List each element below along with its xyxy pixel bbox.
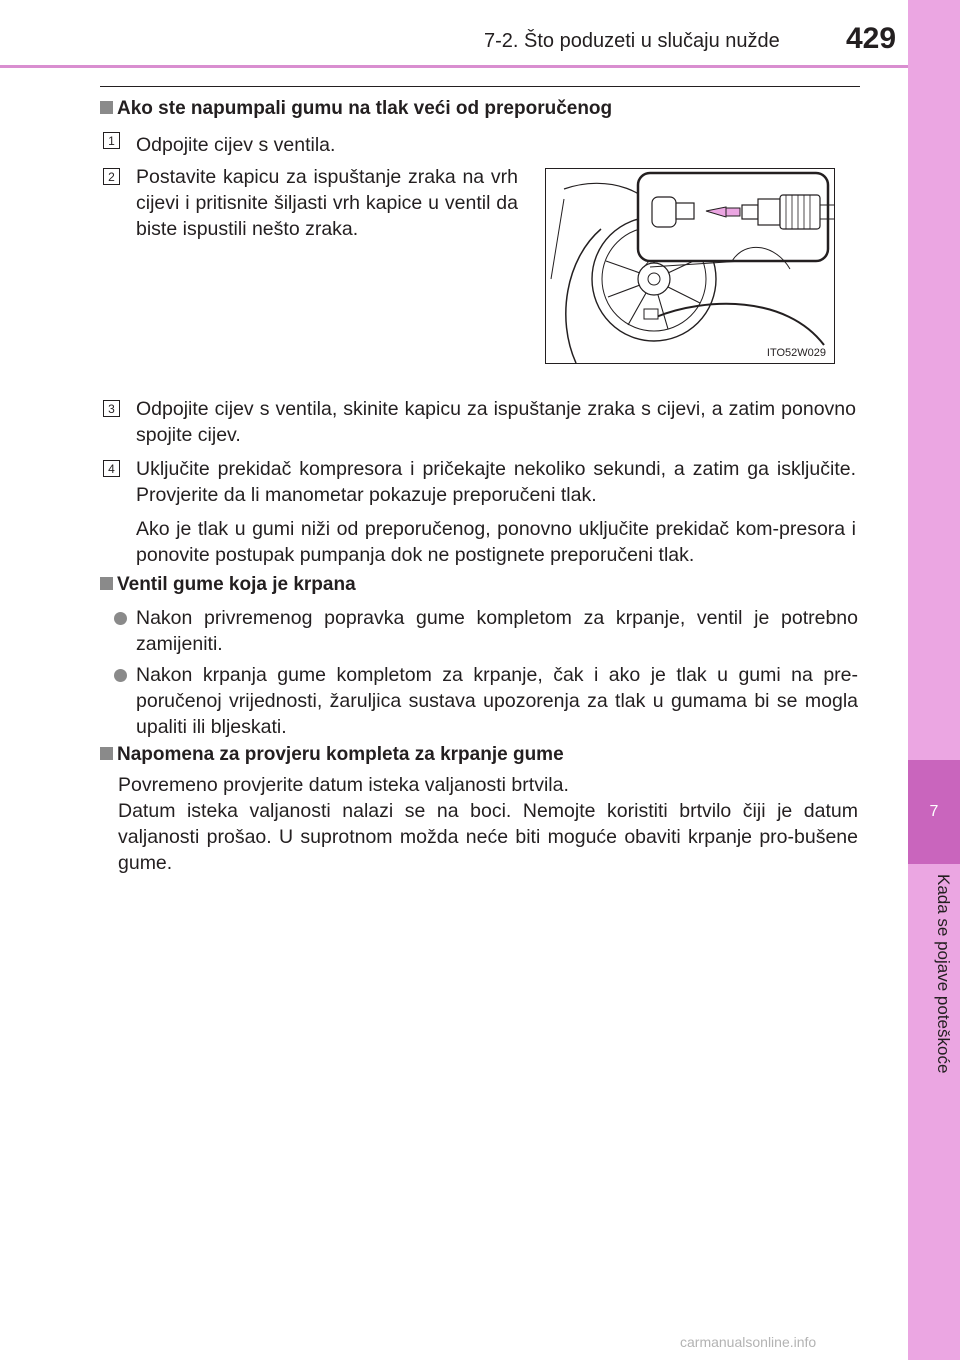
step-number-3: 3	[103, 400, 120, 417]
step-3-text: Odpojite cijev s ventila, skinite kapicu za ispuštanje zraka s cijevi, a zatim ponovno spojite cijev.	[136, 398, 856, 446]
figure-code: ITO52W029	[766, 347, 826, 359]
section-heading-text: Ventil gume koja je krpana	[117, 574, 356, 595]
chapter-side-label: Kada se pojave poteškoće	[934, 874, 953, 1074]
step-number-1: 1	[103, 132, 120, 149]
bullet-text: Nakon krpanja gume kompletom za krpanje, čak i ako je tlak u gumi na pre-poručenoj vrijednosti, žaruljica sustava upozorenja za tlak u gumama bi se mogla upaliti ili bljeskati.	[136, 664, 858, 738]
list-item	[114, 662, 858, 740]
section-heading-kit-check	[100, 744, 564, 766]
round-bullet-icon	[114, 612, 127, 625]
section-heading-valve	[100, 574, 356, 596]
section-heading-text: Ako ste napumpali gumu na tlak veći od preporučenog	[117, 98, 613, 119]
step-1-text: Odpojite cijev s ventila.	[136, 134, 336, 156]
bullet-text: Nakon privremenog popravka gume kompletom za krpanje, ventil je potrebno zamijeniti.	[136, 607, 858, 655]
section-top-rule	[100, 86, 860, 87]
tire-valve-illustration	[545, 168, 835, 364]
step-2-text: Postavite kapicu za ispuštanje zraka na vrh cijevi i pritisnite šiljasti vrh kapice u ventil da biste ispustili nešto zraka.	[136, 166, 518, 240]
tire-valve-drawing	[546, 169, 834, 363]
kit-check-paragraph: Datum isteka valjanosti nalazi se na boci. Nemojte koristiti brtvilo čiji je datum valjanosti prošao. U suprotnom možda neće biti moguće obaviti krpanje pro-bušene gume.	[118, 800, 858, 874]
step-4-note: Ako je tlak u gumi niži od preporučenog, ponovno uključite prekidač kom-presora i ponovite postupak pumpanja dok ne postignete preporučeni tlak.	[136, 518, 856, 566]
section-heading-text: Napomena za provjeru kompleta za krpanje gume	[117, 744, 564, 765]
square-bullet-icon	[100, 101, 113, 114]
step-number-2: 2	[103, 168, 120, 185]
section-heading-overinflated	[100, 98, 612, 120]
chapter-side-tab	[908, 0, 960, 1360]
chapter-number-box: 7	[908, 760, 960, 864]
step-4-text: Uključite prekidač kompresora i pričekajte nekoliko sekundi, a zatim ga isključite. Provjerite da li manometar pokazuje preporučeni tlak.	[136, 458, 856, 506]
square-bullet-icon	[100, 577, 113, 590]
watermark: carmanualsonline.info	[680, 1334, 817, 1350]
list-item	[114, 605, 858, 657]
page-number: 429	[846, 22, 897, 55]
square-bullet-icon	[100, 747, 113, 760]
round-bullet-icon	[114, 669, 127, 682]
step-number-4: 4	[103, 460, 120, 477]
kit-check-line-1: Povremeno provjerite datum isteka valjanosti brtvila.	[118, 774, 569, 796]
header-rule	[0, 65, 908, 68]
running-header: 7-2. Što poduzeti u slučaju nužde	[484, 30, 780, 52]
